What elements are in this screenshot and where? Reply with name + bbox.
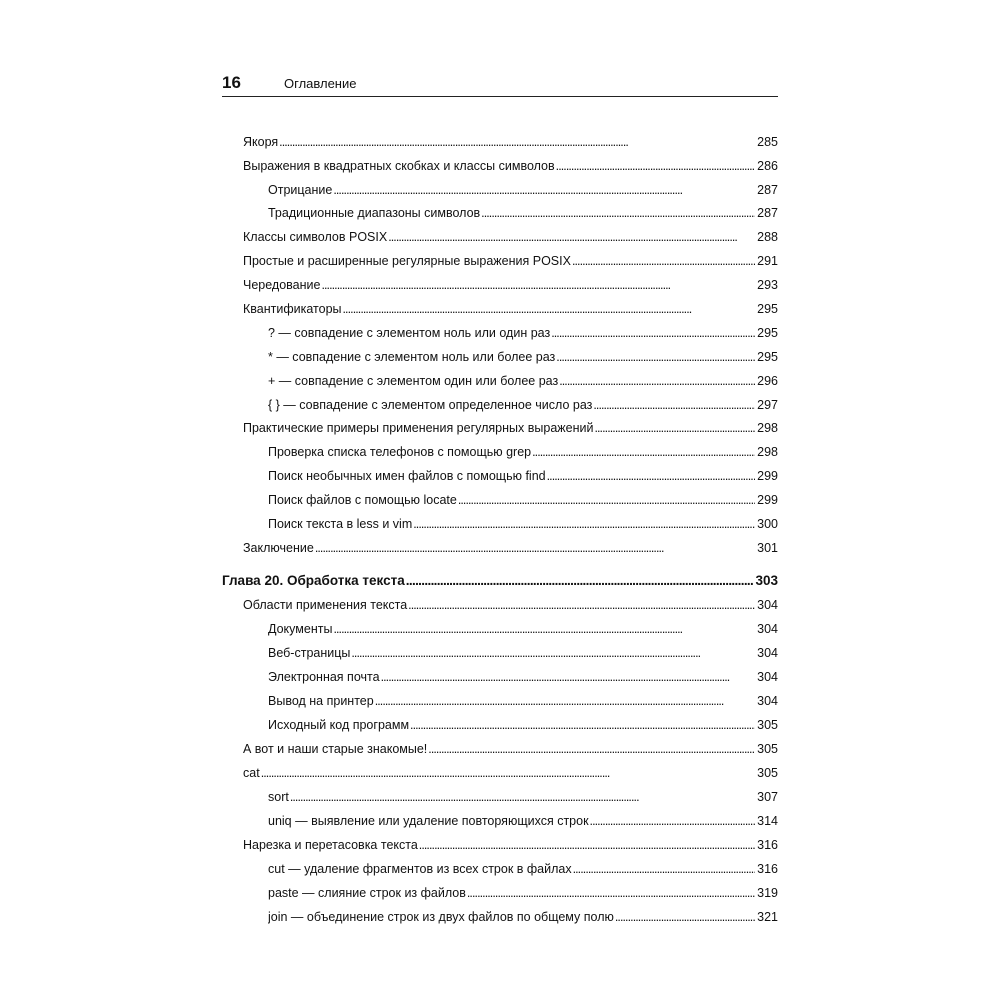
toc-entry-title: cat [243,766,260,780]
toc-entry [268,714,778,736]
dot-leader [410,714,755,736]
toc-entry-page: 303 [755,573,778,588]
dot-leader [556,346,755,368]
toc-entry-title: Документы [268,622,333,636]
toc-entry [268,906,778,928]
dot-leader [556,155,755,177]
toc-entry [268,810,778,832]
dot-leader [593,394,755,416]
toc-entry [243,762,778,784]
toc-entry [268,786,778,808]
dot-leader [481,202,755,224]
toc-entry-page: 295 [757,326,778,340]
dot-leader [381,666,756,688]
toc-entry-page: 296 [757,374,778,388]
dot-leader [419,834,755,856]
dot-leader [413,513,755,535]
toc-entry [268,465,778,487]
toc-entry-page: 307 [757,790,778,804]
toc-entry-page: 319 [757,886,778,900]
toc-entry-page: 298 [757,421,778,435]
toc-entry-title: Якоря [243,135,279,149]
toc-entry-title: Проверка списка телефонов с помощью grep [268,445,532,459]
dot-leader [333,179,755,201]
dot-leader [279,131,755,153]
toc-entry-title: Веб-страницы [268,646,351,660]
toc-entry-page: 291 [757,254,778,268]
toc-entry [268,394,778,416]
toc-entry-page: 305 [757,718,778,732]
toc-entry [268,666,778,688]
toc-entry-title: Нарезка и перетасовка текста [243,838,418,852]
toc-entry-page: 316 [757,838,778,852]
toc-entry-title: Поиск файлов с помощью locate [268,493,457,507]
toc-entry-page: 316 [757,862,778,876]
toc-entry-title: Чередование [243,278,321,292]
toc-entry-title: * — совпадение с элементом ноль или более раз [268,350,556,364]
dot-leader [408,594,755,616]
dot-leader [547,465,756,487]
toc-entry-page: 304 [757,598,778,612]
toc-entry [268,882,778,904]
toc-entry-page: 300 [757,517,778,531]
toc-entry [268,690,778,712]
toc-entry-title: join — объединение строк из двух файлов по общему полю [268,910,614,924]
toc-entry-title: Квантификаторы [243,302,342,316]
toc-entry-page: 298 [757,445,778,459]
toc-entry-page: 304 [757,646,778,660]
toc-entry-title: Выражения в квадратных скобках и классы символов [243,159,555,173]
dot-leader [343,298,756,320]
toc-entry-title: { } — совпадение с элементом определенное число раз [268,398,593,412]
toc-entry-page: 286 [757,159,778,173]
toc-entry-page: 299 [757,469,778,483]
toc-entry [243,738,778,760]
toc-entry [268,858,778,880]
dot-leader [532,441,755,463]
dot-leader [458,489,755,511]
toc-entry-page: 293 [757,278,778,292]
dot-leader [573,858,756,880]
dot-leader [315,537,755,559]
toc-entry-title: Традиционные диапазоны символов [268,206,481,220]
toc-entry-title: Глава 20. Обработка текста [222,573,405,588]
toc-entry [243,834,778,856]
dot-leader [615,906,755,928]
dot-leader [467,882,755,904]
toc-entry [243,250,778,272]
toc-entry-page: 301 [757,541,778,555]
toc-entry [243,226,778,248]
toc-entry-page: 304 [757,694,778,708]
dot-leader [559,370,755,392]
toc-entry [243,274,778,296]
toc-entry-title: Заключение [243,541,314,555]
dot-leader [333,618,755,640]
toc-entry [243,155,778,177]
toc-entry-title: cut — удаление фрагментов из всех строк в файлах [268,862,572,876]
dot-leader [428,738,755,760]
toc-entry-page: 304 [757,670,778,684]
toc-entry-title: Поиск текста в less и vim [268,517,413,531]
toc-entry-title: Исходный код программ [268,718,410,732]
toc-entry-title: Классы символов POSIX [243,230,388,244]
toc-entry-title: ? — совпадение с элементом ноль или один раз [268,326,551,340]
toc-entry-title: Практические примеры применения регулярных выражений [243,421,594,435]
toc-entry-title: Простые и расширенные регулярные выражения POSIX [243,254,571,268]
toc-entry-title: paste — слияние строк из файлов [268,886,466,900]
dot-leader [590,810,756,832]
toc-entry [243,417,778,439]
toc-entry-title: sort [268,790,289,804]
toc-entry [268,370,778,392]
toc-entry-page: 285 [757,135,778,149]
toc-entry [243,131,778,153]
toc-entry-title: Поиск необычных имен файлов с помощью find [268,469,546,483]
page-number: 16 [222,73,241,92]
toc-entry [243,298,778,320]
toc-entry [268,322,778,344]
toc-entry [268,346,778,368]
toc-entry-page: 304 [757,622,778,636]
toc-entry [268,642,778,664]
toc-entry-page: 299 [757,493,778,507]
toc-entry-page: 295 [757,350,778,364]
toc-entry [243,537,778,559]
toc-entry-page: 314 [757,814,778,828]
toc-entry-page: 287 [757,183,778,197]
running-header-title: Оглавление [284,76,357,91]
dot-leader [572,250,755,272]
toc-entry-page: 287 [757,206,778,220]
dot-leader [406,570,754,592]
dot-leader [388,226,755,248]
dot-leader [321,274,755,296]
toc-entry [268,202,778,224]
toc-entry-title: + — совпадение с элементом один или более раз [268,374,559,388]
toc-entry-title: А вот и наши старые знакомые! [243,742,428,756]
dot-leader [290,786,755,808]
toc-entry [243,594,778,616]
toc-entry [268,618,778,640]
dot-leader [551,322,755,344]
toc-entry [268,513,778,535]
toc-entry [268,441,778,463]
toc-entry [268,179,778,201]
dot-leader [594,417,755,439]
toc-chapter-entry [222,570,778,592]
toc-entry-page: 295 [757,302,778,316]
toc-entry-page: 305 [757,766,778,780]
toc-entry-page: 297 [757,398,778,412]
toc-entry-page: 305 [757,742,778,756]
dot-leader [351,642,755,664]
toc-entry-title: uniq — выявление или удаление повторяющихся строк [268,814,589,828]
toc-entry-title: Электронная почта [268,670,380,684]
dot-leader [375,690,755,712]
toc-entry-title: Области применения текста [243,598,408,612]
dot-leader [261,762,755,784]
toc-entry-page: 321 [757,910,778,924]
running-header [222,72,778,97]
toc-entry-title: Отрицание [268,183,333,197]
toc-entry-title: Вывод на принтер [268,694,374,708]
toc-entry-page: 288 [757,230,778,244]
toc-entry [268,489,778,511]
